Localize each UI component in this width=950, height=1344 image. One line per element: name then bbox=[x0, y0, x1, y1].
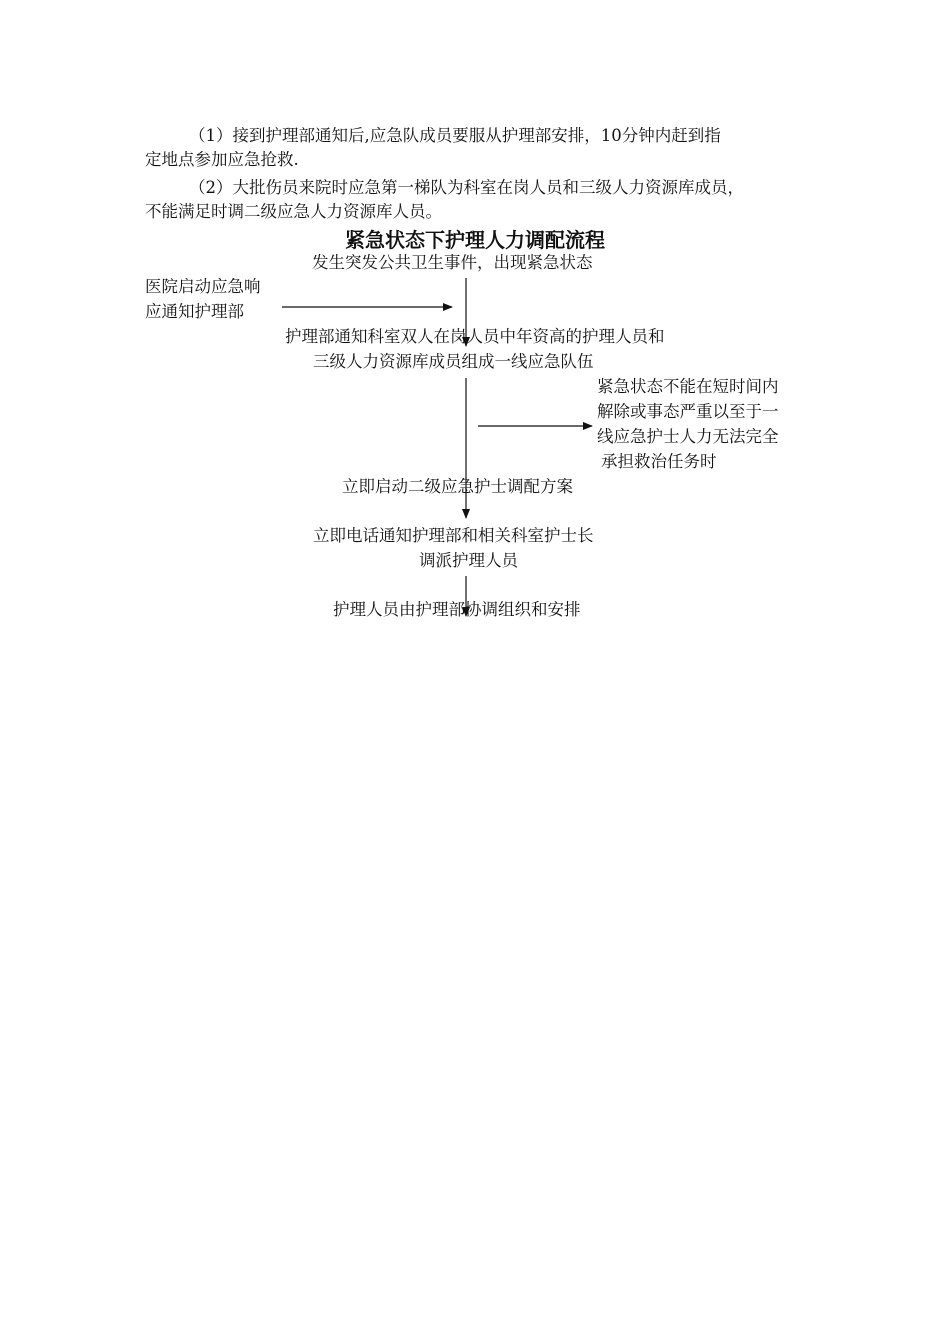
flow-notify-line-1: 护理部通知科室双人在岗人员中年资高的护理人员和 bbox=[285, 327, 665, 346]
flow-final: 护理人员由护理部协调组织和安排 bbox=[333, 600, 581, 619]
flow-phone-line-2: 调派护理人员 bbox=[419, 551, 518, 570]
flow-hospital-line-2: 应通知护理部 bbox=[145, 302, 244, 321]
paragraph-2-line-1: （2）大批伤员来院时应急第一梯队为科室在岗人员和三级人力资源库成员， bbox=[189, 178, 744, 197]
flow-condition-line-1: 紧急状态不能在短时间内 bbox=[597, 377, 779, 396]
paragraph-1-line-2: 定地点参加应急抢救. bbox=[145, 150, 299, 169]
paragraph-1-line-1: （1）接到护理部通知后,应急队成员要服从护理部安排，10分钟内赶到指 bbox=[189, 126, 721, 145]
flow-condition-line-4: 承担救治任务时 bbox=[601, 452, 717, 471]
flow-notify-line-2: 三级人力资源库成员组成一线应急队伍 bbox=[313, 352, 594, 371]
flow-phone-line-1: 立即电话通知护理部和相关科室护士长 bbox=[313, 526, 594, 545]
flow-level2: 立即启动二级应急护士调配方案 bbox=[342, 477, 573, 496]
flow-condition-line-2: 解除或事态严重以至于一 bbox=[597, 402, 779, 421]
flow-hospital-line-1: 医院启动应急响 bbox=[145, 277, 261, 296]
flow-condition-line-3: 线应急护士人力无法完全 bbox=[597, 427, 779, 446]
flow-event: 发生突发公共卫生事件，出现紧急状态 bbox=[312, 253, 593, 272]
paragraph-2-line-2: 不能满足时调二级应急人力资源库人员。 bbox=[145, 202, 442, 221]
flowchart-title: 紧急状态下护理人力调配流程 bbox=[345, 228, 605, 252]
